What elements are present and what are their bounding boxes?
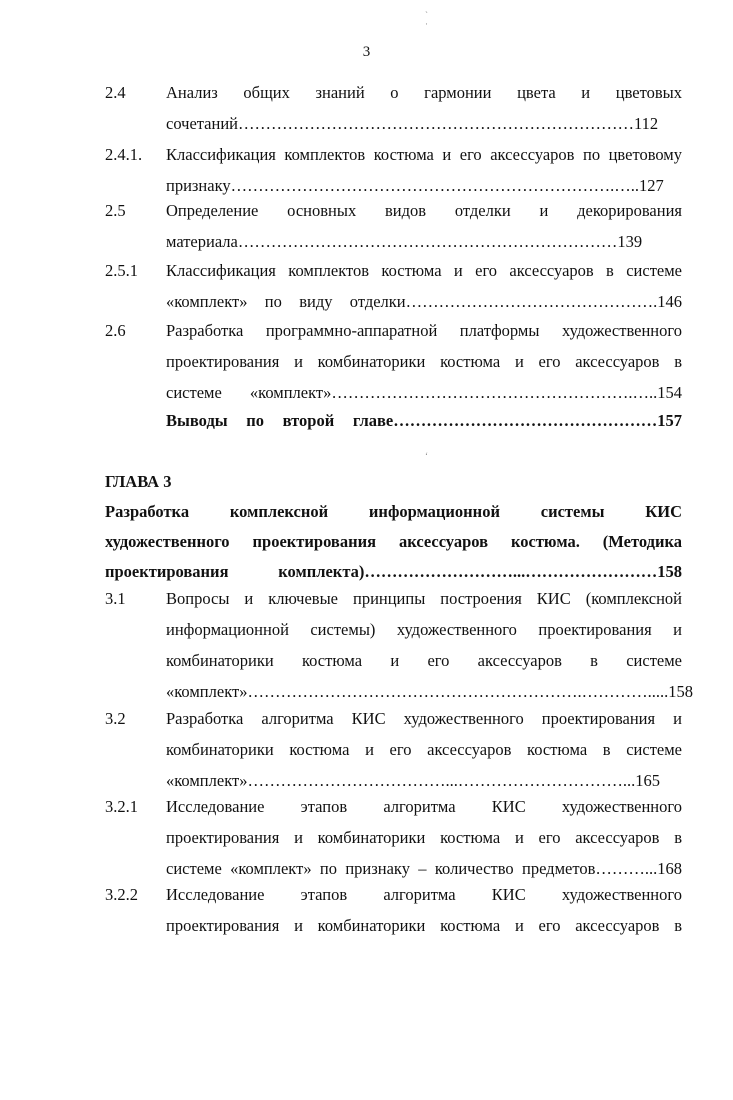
toc-entry-line: Определение основных видов отделки и декорирования (166, 201, 682, 220)
toc-entry-line: проектирования и комбинаторики костюма и его аксессуаров в (166, 352, 682, 371)
toc-entry-number: 2.4 (105, 83, 126, 102)
toc-entry-number: 2.5 (105, 201, 126, 220)
chapter-title-line: проектирования комплекта)………………………...……………………158 (105, 562, 682, 581)
toc-conclusions-line: Выводы по второй главе…………………………………………157 (166, 411, 682, 430)
toc-entry-line: информационной системы) художественного проектирования и (166, 620, 682, 639)
chapter-title-line: художественного проектирования аксессуаров костюма. (Методика (105, 532, 682, 551)
toc-entry-number: 3.2 (105, 709, 126, 728)
toc-entry-line: Классификация комплектов костюма и его аксессуаров в системе (166, 261, 682, 280)
toc-entry-line: комбинаторики костюма и его аксессуаров в системе (166, 651, 682, 670)
toc-entry-line: проектирования и комбинаторики костюма и его аксессуаров в (166, 828, 682, 847)
toc-entry-number: 2.6 (105, 321, 126, 340)
chapter-heading-text: ГЛАВА 3 (105, 472, 172, 491)
scan-mark-top: ` (425, 10, 428, 20)
toc-entry-line: признаку…………………………………………………………….…..127 (166, 176, 664, 195)
toc-entry-line: «комплект» по виду отделки……………………………………….146 (166, 292, 682, 311)
toc-entry-line: Разработка алгоритма КИС художественного проектирования и (166, 709, 682, 728)
toc-entry-line: системе «комплект» по признаку – количество предметов………...168 (166, 859, 682, 878)
toc-entry-number: 3.1 (105, 589, 126, 608)
toc-entry-number: 3.2.2 (105, 885, 138, 904)
toc-entry-line: «комплект»…………………………………………………….………….....158 (166, 682, 693, 701)
toc-entry-line: проектирования и комбинаторики костюма и его аксессуаров в (166, 916, 682, 935)
toc-entry-line: системе «комплект»……………………………………………….…..154 (166, 383, 682, 402)
toc-entry-line: Исследование этапов алгоритма КИС художественного (166, 885, 682, 904)
toc-entry-line: материала……………………………………………………………139 (166, 232, 643, 251)
scan-mark-top-2: · (425, 19, 428, 29)
page-number: 3 (362, 44, 371, 60)
toc-entry-line: Разработка программно-аппаратной платформы художественного (166, 321, 682, 340)
scan-mark-middle: ‘ (425, 451, 428, 461)
toc-entry-number: 3.2.1 (105, 797, 138, 816)
toc-entry-line: Классификация комплектов костюма и его аксессуаров по цветовому (166, 145, 682, 164)
toc-entry-line: «комплект»………………………………...…………………………...165 (166, 771, 660, 790)
toc-entry-line: Анализ общих знаний о гармонии цвета и цветовых (166, 83, 682, 102)
toc-entry-line: комбинаторики костюма и его аксессуаров костюма в системе (166, 740, 682, 759)
toc-entry-line: сочетаний………………………………………………………………112 (166, 114, 659, 133)
toc-entry-line: Исследование этапов алгоритма КИС художественного (166, 797, 682, 816)
toc-entry-number: 2.4.1. (105, 145, 143, 164)
chapter-title-line: Разработка комплексной информационной системы КИС (105, 502, 682, 521)
toc-entry-number: 2.5.1 (105, 261, 138, 280)
toc-entry-line: Вопросы и ключевые принципы построения КИС (комплексной (166, 589, 682, 608)
